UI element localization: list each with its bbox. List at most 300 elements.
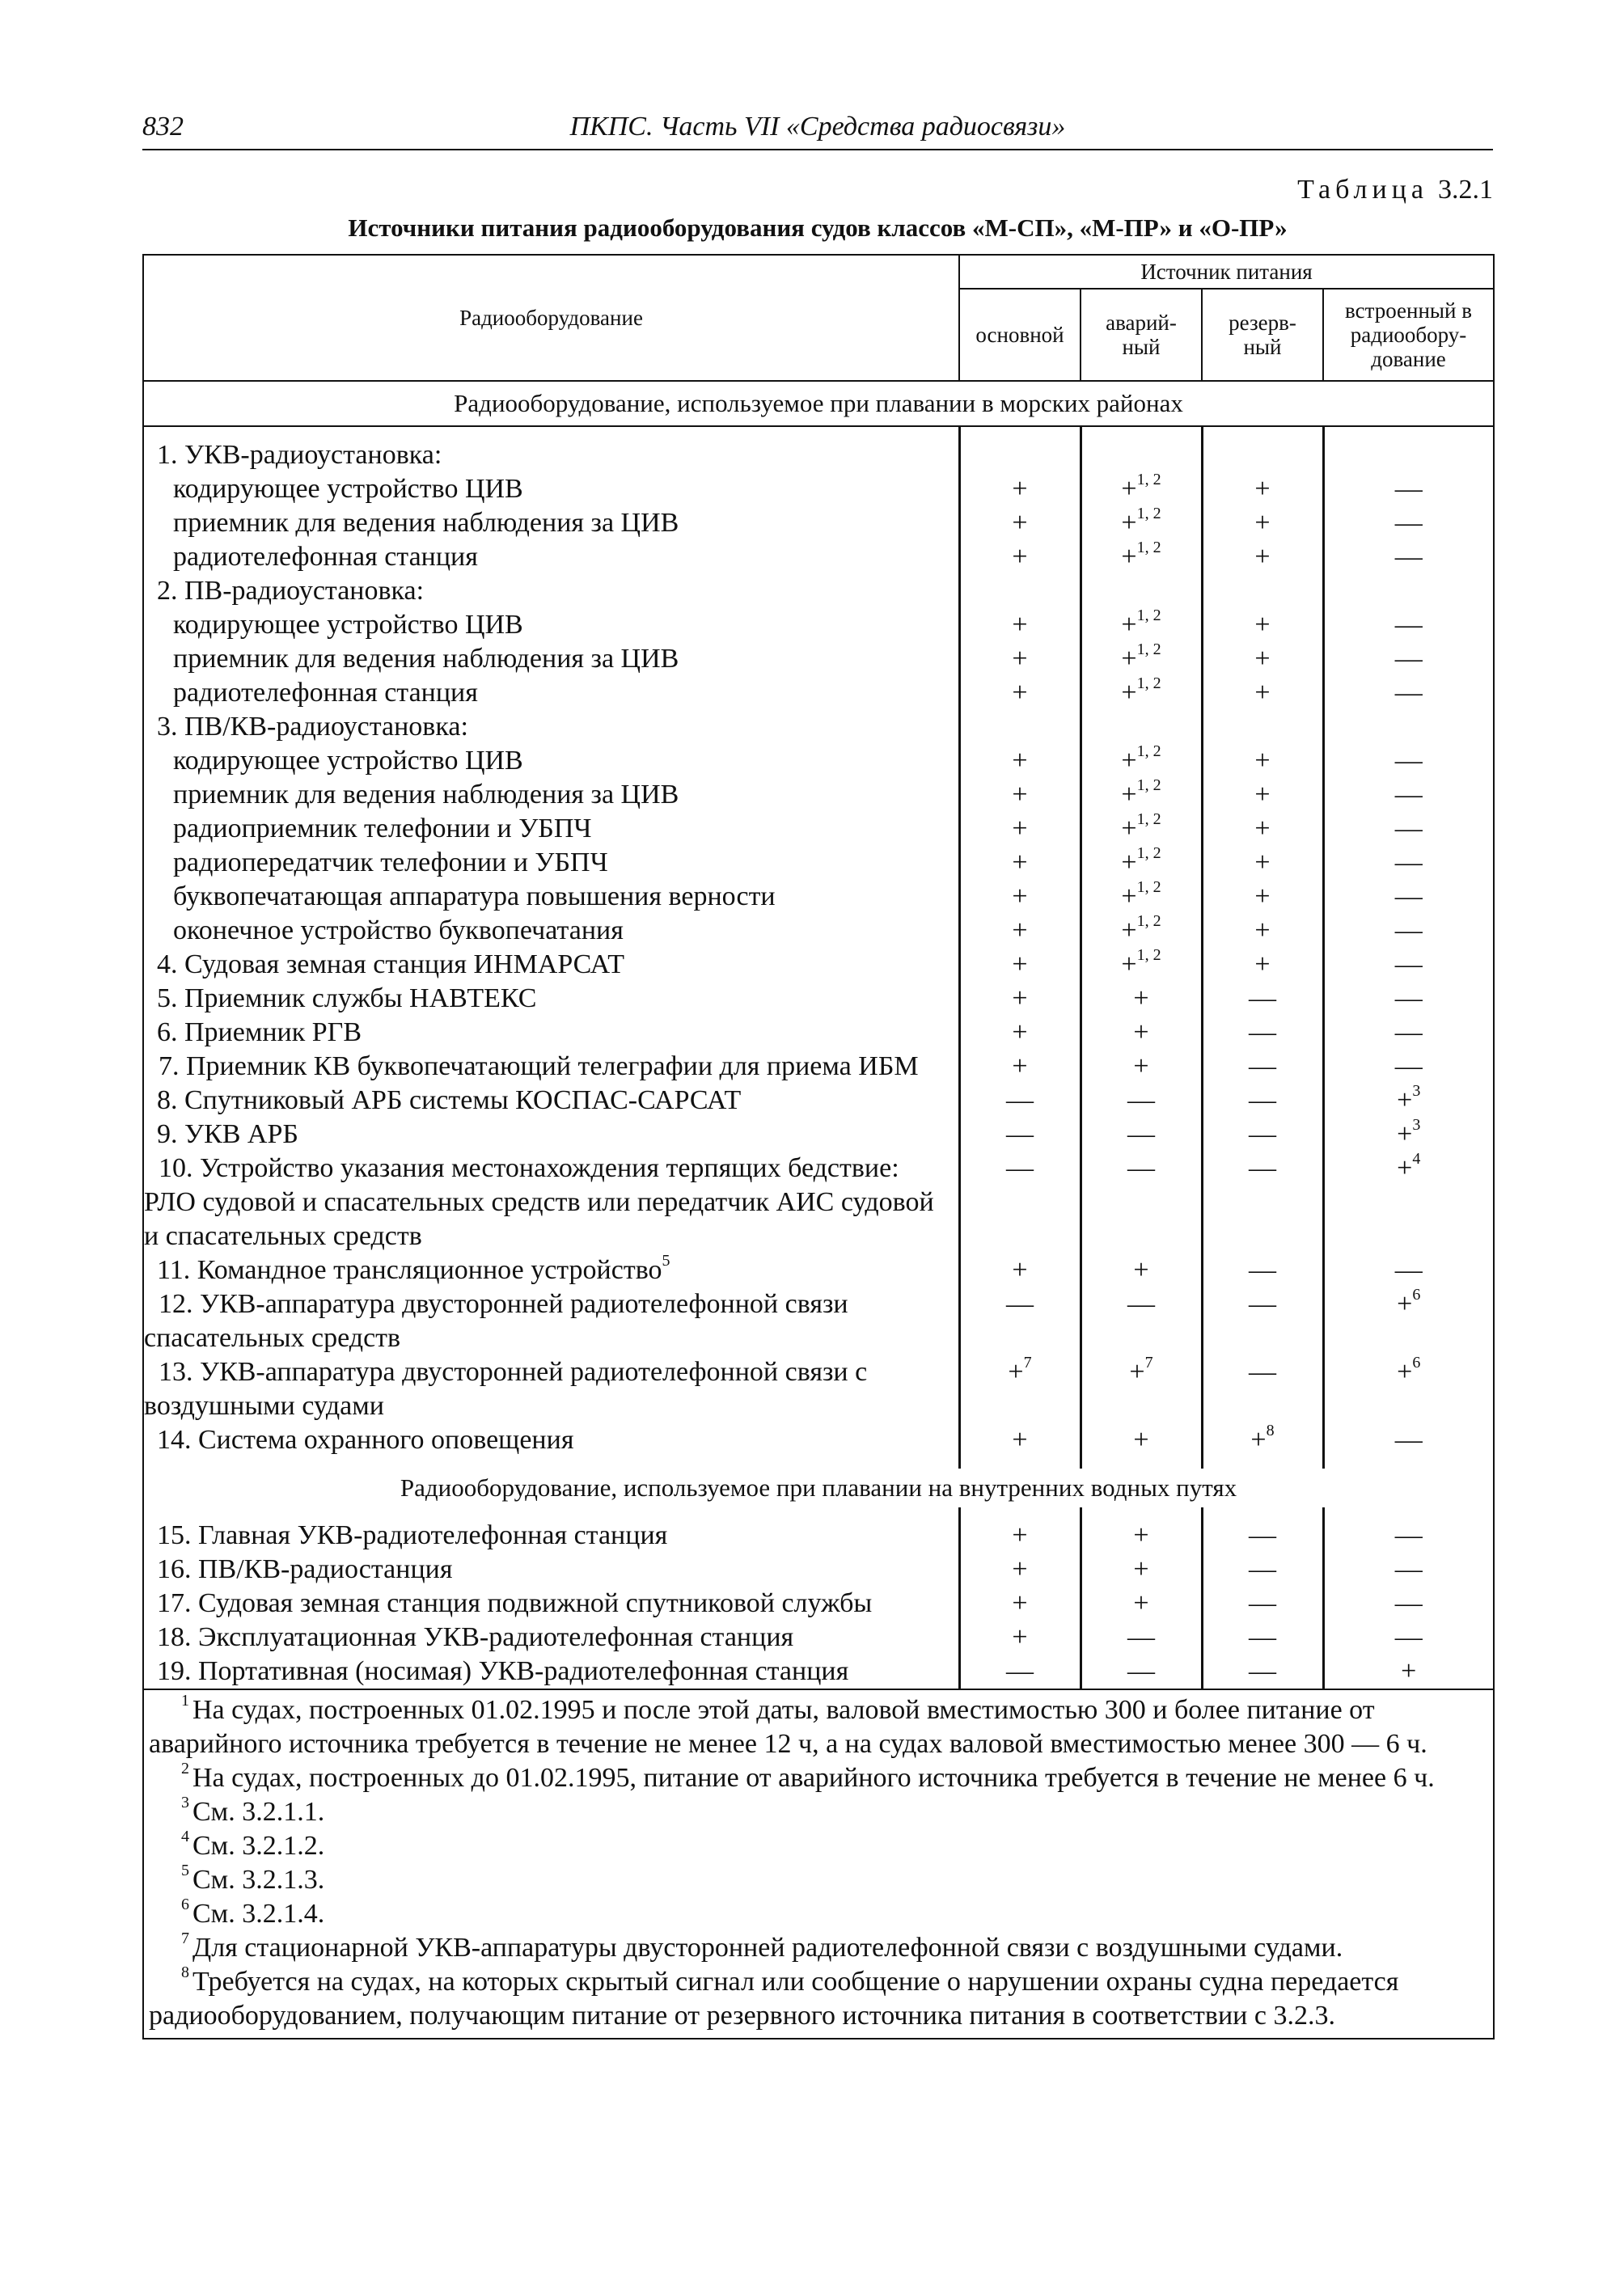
table-row: [143, 1152, 1494, 1253]
cell-reserve: [1202, 982, 1323, 1016]
cell-builtin-value: —: [1394, 1554, 1423, 1584]
equipment-name-text: радиотелефонная станция: [173, 542, 478, 572]
cell-emergency-footnote-ref: 1, 2: [1136, 945, 1161, 964]
equipment-name: [143, 880, 959, 914]
footnote-mark: 5: [181, 1861, 189, 1879]
cell-main: [959, 982, 1081, 1016]
cell-emergency-value: +: [1121, 814, 1137, 843]
cell-reserve-value: —: [1249, 1622, 1276, 1652]
footnote-text: На судах, построенных до 01.02.1995, питание от аварийного источника требуется в течение не менее 6 ч.: [192, 1763, 1435, 1793]
table-row: [143, 710, 1494, 744]
col-header-reserve: резерв- ный: [1202, 289, 1323, 381]
cell-emergency: [1081, 843, 1202, 880]
cell-emergency-footnote-ref: 7: [1144, 1353, 1153, 1372]
cell-emergency-value: —: [1127, 1119, 1155, 1149]
equipment-name-text: радиопередатчик телефонии и УБПЧ: [173, 848, 608, 877]
equipment-name: [143, 1050, 959, 1084]
equipment-name-text: 5. Приемник службы НАВТЕКС: [157, 983, 537, 1013]
cell-reserve-value: —: [1249, 1289, 1276, 1319]
cell-reserve-value: +: [1254, 746, 1271, 776]
cell-builtin-footnote-ref: 3: [1412, 1115, 1421, 1134]
cell-builtin-value: —: [1394, 983, 1423, 1013]
cell-emergency-value: +: [1133, 1425, 1149, 1455]
equipment-name: [143, 1118, 959, 1152]
cell-builtin: [1323, 1355, 1494, 1423]
cell-emergency-value: +: [1121, 474, 1137, 504]
section-header-inland: Радиооборудование, используемое при плавании на внутренних водных путях: [400, 1473, 1237, 1502]
footnote: [149, 1965, 1487, 2033]
cell-builtin-value: —: [1394, 746, 1423, 776]
equipment-name-text: буквопечатающая аппаратура повышения верности: [173, 881, 776, 911]
cell-emergency-value: +: [1121, 508, 1137, 538]
cell-main-value: +: [1012, 1588, 1028, 1618]
cell-emergency: [1081, 778, 1202, 812]
table-row: [143, 1084, 1494, 1118]
cell-main-value: +: [1012, 1255, 1028, 1285]
equipment-name: [143, 1016, 959, 1050]
cell-emergency: [1081, 1084, 1202, 1118]
cell-emergency-value: +: [1133, 1255, 1149, 1285]
cell-emergency-value: +: [1133, 1051, 1149, 1081]
equipment-name: [143, 1621, 959, 1655]
equipment-name-text: кодирующее устройство ЦИВ: [173, 746, 523, 776]
cell-emergency: [1081, 438, 1202, 472]
table-label: [1297, 175, 1493, 205]
equipment-name-text: 4. Судовая земная станция ИНМАРСАТ: [157, 949, 624, 979]
cell-builtin-value: +: [1397, 1289, 1413, 1319]
equipment-name: [143, 982, 959, 1016]
cell-main-value: +: [1012, 1017, 1028, 1047]
table-row: [143, 1423, 1494, 1457]
cell-reserve: [1202, 506, 1323, 540]
cell-emergency-footnote-ref: 1, 2: [1136, 470, 1161, 488]
running-header: [142, 112, 1493, 150]
cell-emergency: [1081, 1050, 1202, 1084]
table-row: [143, 1519, 1494, 1553]
cell-builtin-value: —: [1394, 915, 1423, 945]
cell-main-value: +: [1012, 542, 1028, 572]
cell-main: [959, 812, 1081, 846]
cell-builtin-value: +: [1397, 1357, 1413, 1387]
cell-reserve: [1202, 846, 1323, 880]
footnote-mark: 8: [181, 1963, 189, 1981]
cell-emergency-value: +: [1121, 848, 1137, 877]
table-row: [143, 1355, 1494, 1423]
cell-builtin-value: —: [1394, 610, 1423, 640]
cell-emergency: [1081, 744, 1202, 778]
cell-builtin: [1323, 778, 1494, 812]
cell-emergency: [1081, 574, 1202, 608]
cell-builtin-value: +: [1397, 1153, 1413, 1183]
cell-reserve-value: +: [1254, 915, 1271, 945]
cell-builtin: [1323, 506, 1494, 540]
cell-emergency: [1081, 982, 1202, 1016]
cell-reserve-value: —: [1249, 1357, 1276, 1387]
cell-emergency: [1081, 506, 1202, 540]
equipment-name: [143, 1423, 959, 1457]
cell-reserve: [1202, 1118, 1323, 1152]
footnote: [149, 1863, 1487, 1897]
table-label-number: 3.2.1: [1438, 175, 1493, 205]
footnote-text: См. 3.2.1.4.: [192, 1899, 325, 1929]
footnote-mark: 4: [181, 1827, 189, 1845]
cell-emergency: [1081, 642, 1202, 676]
equipment-name-text: оконечное устройство буквопечатания: [173, 915, 624, 945]
cell-emergency-value: —: [1127, 1622, 1155, 1652]
cell-main-value: +: [1012, 780, 1028, 809]
cell-main: [959, 506, 1081, 540]
cell-main: [959, 1423, 1081, 1457]
cell-reserve: [1202, 1084, 1323, 1118]
cell-builtin-value: —: [1394, 1622, 1423, 1652]
cell-builtin: [1323, 710, 1494, 744]
col-header-equipment: Радиооборудование: [143, 255, 959, 381]
cell-builtin: [1323, 744, 1494, 778]
cell-builtin: [1323, 1253, 1494, 1287]
cell-main-value: +: [1012, 1520, 1028, 1550]
cell-builtin-value: —: [1394, 1520, 1423, 1550]
cell-reserve-value: —: [1249, 1153, 1276, 1183]
equipment-name: [143, 642, 959, 676]
footnote-text: См. 3.2.1.1.: [192, 1797, 325, 1827]
cell-emergency-value: +: [1121, 881, 1137, 911]
equipment-name: [143, 1287, 959, 1355]
cell-builtin-value: —: [1394, 814, 1423, 843]
equipment-name-text: кодирующее устройство ЦИВ: [173, 474, 523, 504]
cell-main-value: +: [1012, 814, 1028, 843]
cell-emergency-footnote-ref: 1, 2: [1136, 606, 1161, 624]
cell-main: [959, 1050, 1081, 1084]
cell-emergency-value: +: [1129, 1357, 1145, 1387]
cell-builtin: [1323, 608, 1494, 642]
cell-reserve: [1202, 812, 1323, 846]
cell-reserve: [1202, 1016, 1323, 1050]
table-row: [143, 846, 1494, 880]
cell-reserve: [1202, 880, 1323, 914]
page-number: 832: [142, 112, 184, 142]
cell-builtin-value: —: [1394, 1017, 1423, 1047]
equipment-name: [143, 744, 959, 778]
cell-main: [959, 642, 1081, 676]
cell-emergency-footnote-ref: 1, 2: [1136, 843, 1161, 862]
cell-main-value: +: [1012, 983, 1028, 1013]
cell-emergency-value: +: [1133, 1554, 1149, 1584]
table-row: [143, 1553, 1494, 1587]
section-header-sea: Радиооборудование, используемое при плавании в морских районах: [143, 381, 1494, 426]
table-row: [143, 506, 1494, 540]
equipment-name: [143, 574, 959, 608]
cell-reserve-value: +: [1254, 814, 1271, 843]
cell-main: [959, 1587, 1081, 1621]
table-row: [143, 608, 1494, 642]
footnote-mark: 6: [181, 1895, 189, 1913]
equipment-name-text: 12. УКВ-аппаратура двусторонней радиотелефонной связи спасательных средств: [144, 1289, 848, 1353]
cell-emergency: [1081, 809, 1202, 846]
equipment-name: [143, 506, 959, 540]
cell-reserve: [1202, 438, 1323, 472]
cell-builtin-value: —: [1394, 1051, 1423, 1081]
cell-emergency-value: +: [1121, 610, 1137, 640]
cell-emergency-footnote-ref: 1, 2: [1136, 640, 1161, 658]
equipment-name-text: 14. Система охранного оповещения: [157, 1425, 574, 1455]
cell-emergency: [1081, 1152, 1202, 1253]
cell-reserve-value: —: [1249, 983, 1276, 1013]
cell-main: [959, 880, 1081, 914]
cell-main: [959, 1016, 1081, 1050]
cell-builtin: [1323, 1016, 1494, 1050]
cell-builtin-value: —: [1394, 848, 1423, 877]
cell-emergency: [1081, 1355, 1202, 1423]
equipment-name-text: приемник для ведения наблюдения за ЦИВ: [173, 780, 679, 809]
cell-emergency-value: +: [1133, 1520, 1149, 1550]
cell-main-value: —: [1006, 1085, 1034, 1115]
cell-main-value: +: [1012, 1622, 1028, 1652]
table-row: [143, 880, 1494, 914]
cell-builtin-value: —: [1394, 780, 1423, 809]
cell-builtin: [1323, 438, 1494, 472]
cell-reserve: [1202, 608, 1323, 642]
cell-main-value: +: [1012, 678, 1028, 708]
section-inland-body: [143, 1469, 1494, 1689]
cell-builtin-value: —: [1394, 1255, 1423, 1285]
cell-main-value: +: [1012, 508, 1028, 538]
cell-reserve-value: —: [1249, 1119, 1276, 1149]
cell-builtin: [1323, 1655, 1494, 1689]
cell-main-value: —: [1006, 1153, 1034, 1183]
cell-main: [959, 438, 1081, 472]
footnote-mark: 2: [181, 1759, 189, 1777]
table-row: [143, 676, 1494, 710]
cell-emergency-value: —: [1127, 1656, 1155, 1686]
cell-reserve: [1202, 744, 1323, 778]
cell-main: [959, 472, 1081, 506]
table-row: [143, 914, 1494, 948]
cell-builtin-footnote-ref: 6: [1412, 1353, 1421, 1372]
equipment-name: [143, 1553, 959, 1587]
cell-emergency-footnote-ref: 1, 2: [1136, 742, 1161, 760]
cell-emergency-footnote-ref: 1, 2: [1136, 809, 1161, 828]
cell-reserve: [1202, 1553, 1323, 1587]
cell-builtin: [1323, 1553, 1494, 1587]
table-row: [143, 540, 1494, 574]
cell-emergency: [1081, 710, 1202, 744]
equipment-name: [143, 1587, 959, 1621]
table-row: [143, 812, 1494, 846]
cell-reserve-value: +: [1254, 644, 1271, 674]
cell-builtin: [1323, 812, 1494, 846]
cell-emergency-value: +: [1121, 915, 1137, 945]
cell-main: [959, 1118, 1081, 1152]
equipment-name-text: 16. ПВ/КВ-радиостанция: [157, 1554, 453, 1584]
equipment-name-text: 10. Устройство указания местонахождения терпящих бедствие: РЛО судовой и спасательных средств или передатчик АИС судовой и спасательных средств: [144, 1153, 934, 1251]
equipment-name: [143, 948, 959, 982]
cell-reserve-value: +: [1254, 949, 1271, 979]
equipment-name-text: 1. УКВ-радиоустановка:: [157, 440, 442, 470]
cell-emergency-value: —: [1127, 1289, 1155, 1319]
cell-reserve-value: +: [1254, 474, 1271, 504]
cell-emergency-value: +: [1133, 1588, 1149, 1618]
equipment-name-text: 7. Приемник КВ буквопечатающий телеграфии для приема ИБМ: [159, 1051, 919, 1081]
cell-emergency: [1081, 1118, 1202, 1152]
cell-main-value: +: [1012, 1425, 1028, 1455]
equipment-name-text: 17. Судовая земная станция подвижной спутниковой службы: [157, 1588, 873, 1618]
cell-main: [959, 540, 1081, 574]
cell-builtin: [1323, 880, 1494, 914]
cell-builtin: [1323, 1587, 1494, 1621]
cell-builtin: [1323, 574, 1494, 608]
cell-emergency-value: —: [1127, 1085, 1155, 1115]
equipment-name: [143, 812, 959, 846]
cell-builtin-value: —: [1394, 1588, 1423, 1618]
equipment-name-text: радиоприемник телефонии и УБПЧ: [173, 814, 592, 843]
table-row: [143, 1655, 1494, 1689]
cell-emergency-value: +: [1121, 542, 1137, 572]
cell-main: [959, 1152, 1081, 1253]
equipment-name: [143, 778, 959, 812]
cell-reserve-value: +: [1254, 678, 1271, 708]
equipment-name: [143, 710, 959, 744]
row-spacer: [143, 1457, 1494, 1469]
equipment-name-text: кодирующее устройство ЦИВ: [173, 610, 523, 640]
cell-builtin: [1323, 1149, 1494, 1253]
cell-main: [959, 948, 1081, 982]
cell-main-value: +: [1008, 1357, 1024, 1387]
cell-reserve: [1202, 710, 1323, 744]
equipment-name-text: приемник для ведения наблюдения за ЦИВ: [173, 644, 679, 674]
cell-reserve-value: —: [1249, 1520, 1276, 1550]
cell-builtin-footnote-ref: 3: [1412, 1081, 1421, 1100]
cell-reserve: [1202, 1621, 1323, 1655]
cell-emergency: [1081, 1621, 1202, 1655]
cell-reserve-value: +: [1254, 780, 1271, 809]
cell-builtin: [1323, 1287, 1494, 1355]
col-header-builtin: встроенный в радиообору- дование: [1323, 289, 1494, 381]
cell-emergency: [1081, 608, 1202, 642]
cell-emergency-value: —: [1127, 1153, 1155, 1183]
cell-emergency-value: +: [1133, 983, 1149, 1013]
equipment-name: [143, 540, 959, 574]
footnote: [149, 1897, 1487, 1931]
cell-main-value: —: [1006, 1289, 1034, 1319]
cell-main: [959, 778, 1081, 812]
cell-builtin: [1323, 1519, 1494, 1553]
equipment-name-text: 3. ПВ/КВ-радиоустановка:: [157, 712, 468, 742]
footnote-text: Для стационарной УКВ-аппаратуры двусторонней радиотелефонной связи с воздушными судами.: [192, 1933, 1343, 1963]
cell-main: [959, 1621, 1081, 1655]
cell-reserve: [1202, 472, 1323, 506]
section-sea-body: [143, 381, 1494, 1469]
table-row: [143, 642, 1494, 676]
cell-reserve-value: +: [1254, 610, 1271, 640]
equipment-name: [143, 608, 959, 642]
equipment-name-text: 2. ПВ-радиоустановка:: [157, 576, 425, 606]
cell-main-value: +: [1012, 949, 1028, 979]
cell-reserve: [1202, 1519, 1323, 1553]
cell-main: [959, 1655, 1081, 1689]
cell-reserve-value: +: [1254, 848, 1271, 877]
cell-emergency: [1081, 540, 1202, 574]
footnote: [149, 1931, 1487, 1965]
equipment-name-text: 18. Эксплуатационная УКВ-радиотелефонная станция: [157, 1622, 794, 1652]
table-row: [143, 438, 1494, 472]
cell-reserve: [1202, 914, 1323, 948]
cell-main: [959, 676, 1081, 710]
cell-reserve: [1202, 1253, 1323, 1287]
table-row: [143, 574, 1494, 608]
cell-main-value: —: [1006, 1119, 1034, 1149]
equipment-name: [143, 1253, 959, 1287]
cell-builtin-footnote-ref: 6: [1412, 1285, 1421, 1304]
cell-main-value: +: [1012, 610, 1028, 640]
equipment-name: [143, 914, 959, 948]
cell-builtin: [1323, 1423, 1494, 1457]
equipment-name-text: 19. Портативная (носимая) УКВ-радиотелефонная станция: [157, 1656, 849, 1686]
cell-builtin: [1323, 642, 1494, 676]
cell-emergency: [1081, 1423, 1202, 1457]
cell-builtin: [1323, 914, 1494, 948]
equipment-name-text: 6. Приемник РГВ: [157, 1017, 362, 1047]
table-row: [143, 1016, 1494, 1050]
table-title: Источники питания радиооборудования судов классов «М-СП», «М-ПР» и «О-ПР»: [348, 213, 1288, 242]
cell-builtin-value: —: [1394, 644, 1423, 674]
cell-reserve-value: —: [1249, 1656, 1276, 1686]
table-row: [143, 982, 1494, 1016]
cell-builtin-value: —: [1394, 881, 1423, 911]
cell-main: [959, 710, 1081, 744]
footnote: [149, 1761, 1487, 1795]
cell-emergency: [1081, 1519, 1202, 1553]
cell-builtin-value: +: [1397, 1119, 1413, 1149]
cell-builtin-footnote-ref: 4: [1412, 1149, 1421, 1168]
cell-emergency: [1081, 676, 1202, 710]
cell-emergency: [1081, 877, 1202, 914]
cell-emergency: [1081, 1655, 1202, 1689]
cell-emergency-footnote-ref: 1, 2: [1136, 911, 1161, 930]
table-row: [143, 1253, 1494, 1287]
cell-main-footnote-ref: 7: [1023, 1353, 1032, 1372]
cell-main: [959, 608, 1081, 642]
cell-emergency: [1081, 1553, 1202, 1587]
cell-reserve-value: —: [1249, 1588, 1276, 1618]
equipment-name-text: 15. Главная УКВ-радиотелефонная станция: [157, 1520, 668, 1550]
cell-builtin-value: —: [1394, 1425, 1423, 1455]
cell-builtin: [1323, 982, 1494, 1016]
equipment-name-text: 11. Командное трансляционное устройство: [157, 1255, 662, 1285]
table-row: [143, 472, 1494, 506]
cell-builtin: [1323, 1621, 1494, 1655]
cell-reserve: [1202, 778, 1323, 812]
cell-builtin: [1323, 846, 1494, 880]
cell-reserve-value: —: [1249, 1255, 1276, 1285]
cell-reserve: [1202, 1655, 1323, 1689]
cell-main-value: +: [1012, 1051, 1028, 1081]
cell-reserve-value: +: [1254, 542, 1271, 572]
cell-emergency-footnote-ref: 1, 2: [1136, 538, 1161, 556]
cell-builtin-value: —: [1394, 508, 1423, 538]
equipment-name: [143, 1655, 959, 1689]
cell-emergency-footnote-ref: 1, 2: [1136, 504, 1161, 522]
equipment-name: [143, 472, 959, 506]
cell-reserve: [1202, 676, 1323, 710]
cell-reserve: [1202, 948, 1323, 982]
equipment-name: [143, 1084, 959, 1118]
cell-builtin-value: +: [1401, 1656, 1417, 1686]
cell-main: [959, 846, 1081, 880]
cell-reserve-value: —: [1249, 1017, 1276, 1047]
cell-reserve-value: +: [1254, 508, 1271, 538]
cell-reserve-footnote-ref: 8: [1266, 1421, 1275, 1439]
footnote: [149, 1693, 1487, 1761]
